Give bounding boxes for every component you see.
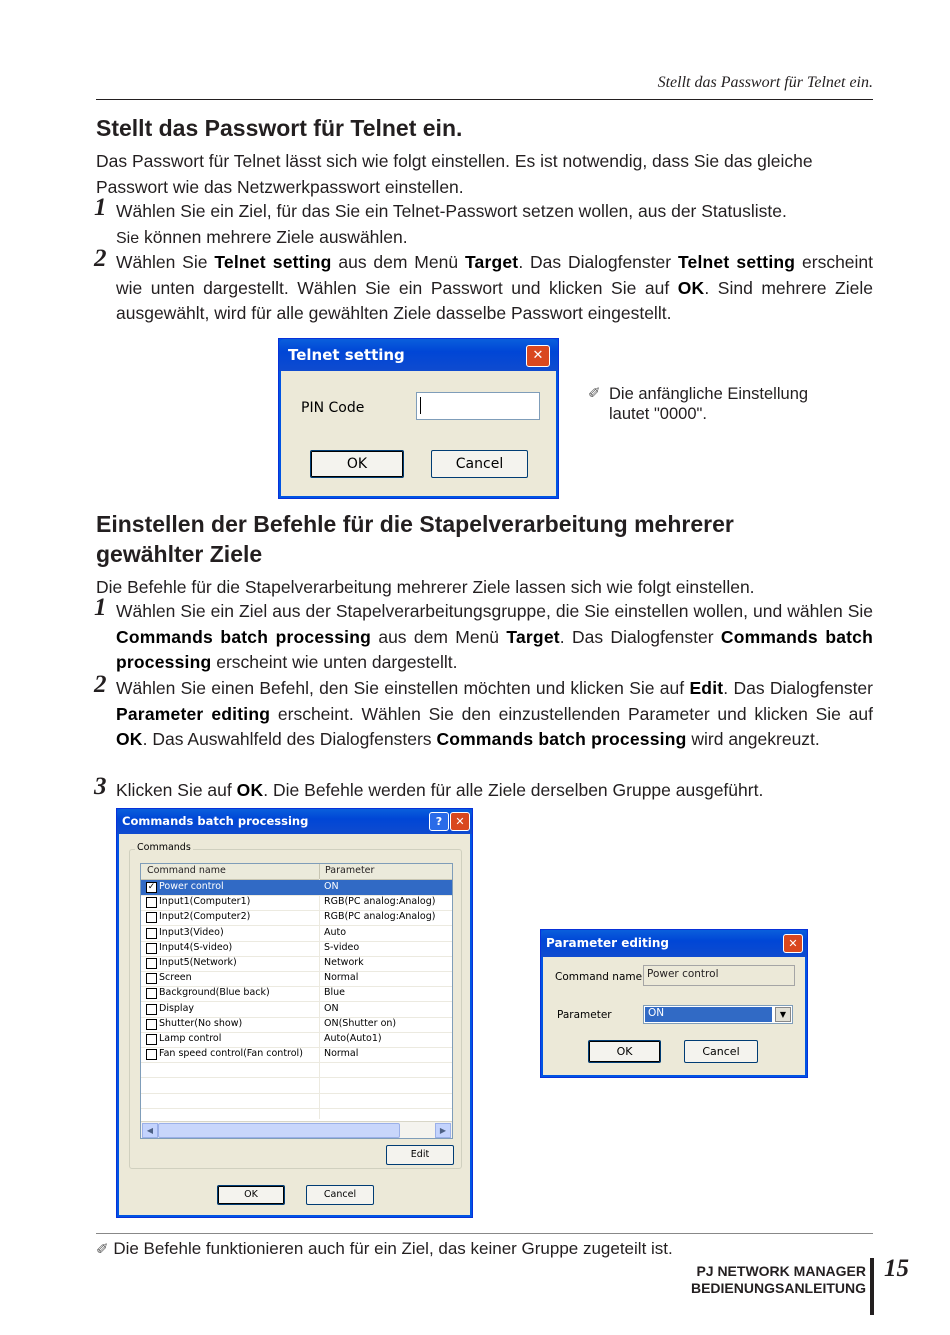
step-text: . Das Dialogfenster <box>559 626 714 647</box>
footer-manual-title <box>600 1263 866 1297</box>
telnet-step-1 <box>94 194 873 251</box>
step-number: 2 <box>94 245 107 272</box>
row-checkbox[interactable] <box>146 988 157 999</box>
column-header-command-name[interactable] <box>141 864 320 879</box>
command-name-label: Command name <box>555 971 643 983</box>
command-name-cell: Input1(Computer1) <box>159 896 251 908</box>
step-text-sie: Sie <box>116 229 140 247</box>
step-text: aus dem Menü <box>338 252 459 272</box>
note-no-group <box>96 1238 873 1261</box>
commands-batch-dialog <box>116 808 473 1218</box>
parameter-cell: RGB(PC analog:Analog) <box>324 911 436 923</box>
column-header-parameter[interactable] <box>321 864 452 879</box>
telnet-step-2 <box>94 245 874 327</box>
row-checkbox[interactable] <box>146 897 157 908</box>
note-rule <box>96 1233 873 1234</box>
table-row <box>141 1093 452 1109</box>
page-number: 15 <box>884 1255 909 1282</box>
table-row <box>141 1078 452 1094</box>
command-name-cell: Screen <box>159 972 192 984</box>
table-row <box>141 1062 452 1078</box>
keyword-telnet-setting: Telnet setting <box>214 252 332 272</box>
section-intro-telnet: Das Passwort für Telnet lässt sich wie folgt einstellen. Es ist notwendig, dass Sie das gleiche Passwort wie das Netzwerkpasswort einstellen. <box>96 151 813 197</box>
ok-button[interactable]: OK <box>588 1040 661 1063</box>
footer-line: BEDIENUNGSANLEITUNG <box>690 1280 866 1296</box>
column-header-label: Command name <box>147 865 226 876</box>
edit-button[interactable]: Edit <box>386 1145 454 1165</box>
row-checkbox[interactable] <box>146 1034 157 1045</box>
command-name-cell: Input5(Network) <box>159 957 237 968</box>
step-number: 2 <box>94 671 107 698</box>
row-checkbox[interactable] <box>146 1049 157 1060</box>
step-text: können mehrere Ziele auswählen. <box>144 226 408 247</box>
step-text: Wählen Sie ein Ziel, für das Sie ein Telnet-Passwort setzen wollen, aus der Statusliste. <box>116 201 787 221</box>
step-text: . Sind mehrere Ziele ausgewählt, wird für alle gewählten Ziele dasselbe Passwort eingestellt. <box>116 277 873 323</box>
table-row[interactable] <box>141 1017 452 1033</box>
command-name-cell: Lamp control <box>159 1033 222 1044</box>
pencil-icon: ✐ <box>96 1241 109 1258</box>
keyword-parameter-editing: Parameter editing <box>116 703 271 724</box>
parameter-value: ON <box>648 1007 665 1019</box>
table-row[interactable] <box>141 971 452 987</box>
help-icon[interactable]: ? <box>429 812 449 831</box>
keyword-edit: Edit <box>689 678 724 698</box>
step-text: aus dem Menü <box>378 626 500 647</box>
command-name-cell: Shutter(No show) <box>159 1017 243 1029</box>
command-name-cell: Input2(Computer2) <box>159 911 251 923</box>
parameter-cell: Blue <box>324 987 346 999</box>
table-row[interactable] <box>141 941 452 957</box>
step-text: . Das Dialogfenster <box>518 252 672 272</box>
list-header <box>141 864 452 880</box>
row-checkbox[interactable] <box>146 928 157 939</box>
scrollbar-thumb[interactable] <box>158 1123 400 1138</box>
list-rows <box>141 880 452 1120</box>
parameter-editing-dialog <box>540 929 808 1078</box>
table-row[interactable] <box>141 880 452 896</box>
parameter-cell: Normal <box>324 1048 359 1060</box>
row-checkbox[interactable] <box>146 912 157 923</box>
close-icon[interactable]: ✕ <box>783 934 803 953</box>
table-row[interactable] <box>141 1047 452 1063</box>
command-name-field <box>643 965 795 986</box>
section-intro-batch: Die Befehle für die Stapelverarbeitung mehrerer Ziele lassen sich wie folgt einstellen. <box>96 577 755 597</box>
row-checkbox[interactable]: ✓ <box>147 882 156 892</box>
command-name-cell: Fan speed control(Fan control) <box>159 1048 303 1060</box>
step-text: erscheint. Wählen Sie den einzustellenden Parameter und klicken Sie auf <box>277 703 873 724</box>
step-text: erscheint wie unten dargestellt. <box>216 652 458 672</box>
close-icon[interactable]: ✕ <box>526 345 550 367</box>
table-row[interactable] <box>141 986 452 1002</box>
parameter-cell: Normal <box>324 972 359 984</box>
table-row[interactable] <box>141 895 452 911</box>
command-name-value: Power control <box>647 968 719 980</box>
keyword-ok: OK <box>677 277 705 298</box>
row-checkbox[interactable] <box>146 1019 157 1030</box>
parameter-cell: ON(Shutter on) <box>324 1017 397 1029</box>
parameter-label: Parameter <box>557 1009 612 1021</box>
step-number: 1 <box>94 594 107 621</box>
telnet-setting-dialog <box>278 338 559 499</box>
command-name-cell: Power control <box>159 881 224 892</box>
table-row[interactable] <box>141 1032 452 1048</box>
step-text: wird angekreuzt. <box>691 729 820 749</box>
close-icon[interactable]: ✕ <box>450 812 470 831</box>
keyword-commands-batch: Commands batch processing <box>436 729 687 749</box>
keyword-ok: OK <box>236 780 264 800</box>
parameter-select[interactable] <box>643 1005 793 1024</box>
step-text: Wählen Sie <box>116 252 208 272</box>
parameter-cell: ON <box>324 881 339 892</box>
keyword-target: Target <box>506 626 560 647</box>
dialog-title: Parameter editing <box>541 930 807 957</box>
parameter-cell: ON <box>324 1002 339 1014</box>
step-text: Klicken Sie auf <box>116 780 232 800</box>
footer-line: PJ NETWORK MANAGER <box>696 1263 866 1279</box>
parameter-cell: S-video <box>324 941 360 953</box>
section-title-batch <box>96 509 873 569</box>
row-checkbox[interactable] <box>146 958 157 969</box>
footer-divider <box>870 1258 874 1315</box>
batch-step-1 <box>94 594 873 676</box>
parameter-cell: Auto <box>324 926 347 938</box>
step-number: 3 <box>94 773 107 800</box>
batch-step-3 <box>94 773 873 804</box>
table-row[interactable] <box>141 956 452 972</box>
running-head: Stellt das Passwort für Telnet ein. <box>657 74 873 91</box>
step-text: . Das Dialogfenster <box>723 678 873 698</box>
header-rule <box>96 99 873 100</box>
row-checkbox[interactable] <box>146 943 157 954</box>
pin-code-input[interactable] <box>416 392 540 420</box>
command-name-cell: Input4(S-video) <box>159 941 233 953</box>
chevron-down-icon[interactable]: ▼ <box>775 1007 791 1022</box>
table-row[interactable] <box>141 910 452 926</box>
note-text: Die Befehle funktionieren auch für ein Ziel, das keiner Gruppe zugeteilt ist. <box>113 1239 673 1258</box>
command-name-cell: Background(Blue back) <box>159 987 270 999</box>
batch-step-2 <box>94 671 873 753</box>
section-title-line: gewählter Ziele <box>96 541 263 567</box>
command-name-cell: Display <box>159 1002 195 1014</box>
step-text: Wählen Sie einen Befehl, den Sie einstellen möchten und klicken Sie auf <box>116 678 685 698</box>
dialog-title: Commands batch processing <box>117 809 472 834</box>
horizontal-scrollbar[interactable] <box>141 1121 452 1138</box>
row-checkbox[interactable] <box>146 973 157 984</box>
ok-button[interactable]: OK <box>217 1185 285 1205</box>
section-title-line: Einstellen der Befehle für die Stapelverarbeitung mehrerer <box>96 511 734 537</box>
commands-list[interactable] <box>140 863 453 1139</box>
row-checkbox[interactable] <box>146 1004 157 1015</box>
keyword-commands-batch: Commands batch processing <box>116 626 371 647</box>
section-title-telnet: Stellt das Passwort für Telnet ein. <box>96 115 463 141</box>
step-text: . Die Befehle werden für alle Ziele derselben Gruppe ausgeführt. <box>263 780 764 800</box>
pencil-icon: ✐ <box>588 385 601 402</box>
keyword-telnet-setting: Telnet setting <box>677 252 796 272</box>
pin-code-label: PIN Code <box>301 400 365 416</box>
table-row[interactable] <box>141 926 452 942</box>
scroll-left-icon[interactable]: ◀ <box>142 1123 158 1138</box>
step-text: Wählen Sie ein Ziel aus der Stapelverarbeitungsgruppe, die Sie einstellen wollen, und wählen Sie <box>116 601 873 621</box>
step-text: erscheint wie unten dargestellt. Wählen Sie ein Passwort und klicken Sie auf <box>116 252 874 298</box>
step-number: 1 <box>94 194 107 221</box>
note-initial-setting <box>588 384 848 424</box>
note-text: Die anfängliche Einstellung lautet "0000". <box>609 385 809 423</box>
cancel-button[interactable]: Cancel <box>684 1040 758 1063</box>
scroll-right-icon[interactable]: ▶ <box>435 1123 451 1138</box>
parameter-cell: Network <box>324 957 364 968</box>
text-cursor <box>420 397 421 414</box>
command-name-cell: Input3(Video) <box>159 926 224 938</box>
cancel-button[interactable]: Cancel <box>431 450 528 478</box>
column-header-label: Parameter <box>325 865 375 876</box>
keyword-target: Target <box>464 252 519 272</box>
parameter-cell: Auto(Auto1) <box>324 1033 382 1044</box>
keyword-commands-batch: Commands batch processing <box>116 626 873 672</box>
ok-button[interactable]: OK <box>310 450 404 478</box>
commands-group-label: Commands <box>137 842 191 853</box>
dialog-title: Telnet setting <box>279 339 558 371</box>
cancel-button[interactable]: Cancel <box>306 1185 374 1205</box>
keyword-ok: OK <box>116 729 143 749</box>
table-row[interactable] <box>141 1002 452 1018</box>
parameter-cell: RGB(PC analog:Analog) <box>324 896 436 908</box>
step-text: . Das Auswahlfeld des Dialogfensters <box>142 729 432 749</box>
